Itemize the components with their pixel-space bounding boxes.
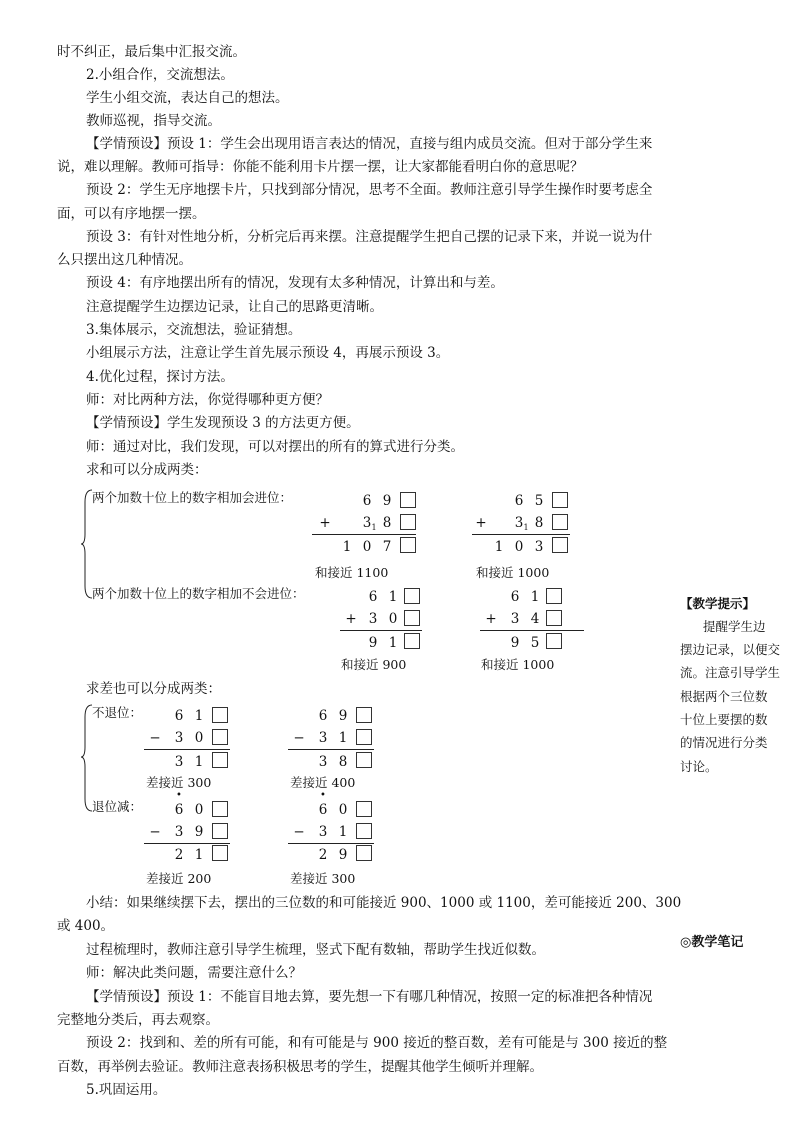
answer-box [552, 514, 568, 530]
diff-example-1 [142, 705, 234, 775]
answer-box [212, 752, 228, 768]
text-line: 预设 3：有针对性地分析，分析完后再来摆。注意提醒学生把自己摆的记录下来，并说一说为什 [86, 229, 653, 245]
answer-box [400, 492, 416, 508]
digit: 9 [368, 635, 378, 651]
diff-case1-label: 不退位： [92, 705, 143, 720]
carry-mark: 1 [371, 523, 377, 532]
sum-example-3 [338, 586, 428, 656]
text-line: 说，难以理解。教师可指导：你能不能利用卡片摆一摆，让大家都能看明白你的意思呢？ [57, 159, 584, 175]
digit: 8 [534, 515, 544, 531]
digit: 6 [174, 708, 184, 724]
teaching-tip-line: 提醒学生边 [703, 619, 766, 634]
sum-case2-label: 两个加数十位上的数字相加不会进位： [92, 586, 305, 601]
minus-sign: − [293, 824, 305, 840]
digit: 0 [388, 611, 398, 627]
step-heading: 4.优化过程，探讨方法。 [86, 369, 234, 385]
digit: 9 [338, 708, 348, 724]
digit: 6 [174, 802, 184, 818]
step-heading: 3.集体展示，交流想法，验证猜想。 [86, 322, 302, 338]
digit: 3 [174, 824, 184, 840]
digit: 8 [382, 515, 392, 531]
digit: 5 [530, 635, 540, 651]
caption: 和接近 1000 [476, 565, 550, 580]
digit: 6 [318, 708, 328, 724]
teaching-tip-line: 讨论。 [680, 759, 718, 774]
text-line: 求差也可以分成两类： [86, 681, 221, 697]
teaching-tip-line: 摆边记录，以便交 [680, 642, 781, 657]
answer-box [212, 801, 228, 817]
digit: 0 [194, 802, 204, 818]
text-line: 过程梳理时，教师注意引导学生梳理，竖式下配有数轴，帮助学生找近似数。 [86, 942, 545, 958]
answer-box [212, 707, 228, 723]
diff-example-4 [286, 790, 378, 865]
step-heading: 5.巩固运用。 [86, 1082, 167, 1098]
answer-box [400, 514, 416, 530]
text-line: 小组展示方法，注意让学生首先展示预设 4，再展示预设 3。 [86, 345, 450, 361]
digit: 3 [318, 754, 328, 770]
text-line: 么只摆出这几种情况。 [57, 252, 192, 268]
answer-box [552, 537, 568, 553]
teaching-tip-line: 的情况进行分类 [680, 735, 768, 750]
plus-sign: + [345, 611, 357, 627]
borrow-dot: • [176, 790, 182, 801]
diff-case2-label: 退位减： [92, 799, 143, 814]
digit: 1 [388, 635, 398, 651]
digit: 2 [174, 847, 184, 863]
digit: 1 [194, 847, 204, 863]
digit: 6 [510, 589, 520, 605]
text-line: 求和可以分成两类： [86, 462, 208, 478]
text-line: 师：对比两种方法，你觉得哪种更方便？ [86, 392, 329, 408]
answer-box [400, 537, 416, 553]
caption: 和接近 900 [341, 657, 407, 672]
answer-box [356, 823, 372, 839]
digit: 6 [368, 589, 378, 605]
diff-example-2 [286, 705, 378, 775]
teaching-tip-line: 十位上要摆的数 [680, 712, 768, 727]
digit: 1 [194, 754, 204, 770]
plus-sign: + [319, 515, 331, 531]
plus-sign: + [475, 515, 487, 531]
digit: 2 [318, 847, 328, 863]
digit: 3 [174, 730, 184, 746]
text-line: 完整地分类后，再去观察。 [57, 1012, 219, 1028]
minus-sign: − [293, 730, 305, 746]
answer-box [356, 707, 372, 723]
caption: 差接近 300 [146, 775, 212, 790]
digit: 3 [318, 730, 328, 746]
caption: 差接近 200 [146, 871, 212, 886]
digit: 3 [514, 515, 524, 531]
digit: 9 [510, 635, 520, 651]
teaching-notes-title: ◎教学笔记 [680, 935, 744, 950]
digit: 6 [362, 493, 372, 509]
minus-sign: − [149, 730, 161, 746]
digit: 9 [194, 824, 204, 840]
answer-box [546, 610, 562, 626]
answer-box [404, 588, 420, 604]
carry-mark: 1 [523, 523, 529, 532]
digit: 3 [174, 754, 184, 770]
caption: 和接近 1000 [481, 657, 555, 672]
digit: 0 [362, 539, 372, 555]
plus-sign: + [485, 611, 497, 627]
digit: 1 [338, 824, 348, 840]
digit: 9 [382, 493, 392, 509]
text-line: 师：通过对比，我们发现，可以对摆出的所有的算式进行分类。 [86, 439, 464, 455]
answer-box [212, 845, 228, 861]
text-line: 【学情预设】学生发现预设 3 的方法更方便。 [86, 415, 360, 431]
digit: 6 [514, 493, 524, 509]
text-line: 学生小组交流，表达自己的想法。 [86, 90, 289, 106]
digit: 4 [530, 611, 540, 627]
digit: 5 [534, 493, 544, 509]
answer-box [404, 633, 420, 649]
answer-box [356, 801, 372, 817]
text-line: 预设 2：找到和、差的所有可能，和有可能是与 900 接近的整百数，差有可能是与 300 接近的整 [86, 1035, 668, 1051]
digit: 0 [514, 539, 524, 555]
answer-box [546, 588, 562, 604]
teaching-tip-title: 【教学提示】 [680, 596, 756, 611]
answer-box [212, 729, 228, 745]
borrow-dot: • [320, 790, 326, 801]
digit: 3 [362, 515, 372, 531]
digit: 9 [338, 847, 348, 863]
digit: 0 [338, 802, 348, 818]
digit: 6 [318, 802, 328, 818]
text-line: 面，可以有序地摆一摆。 [57, 206, 206, 222]
teaching-tip-line: 流。注意引导学生 [680, 665, 781, 680]
text-line: 预设 4：有序地摆出所有的情况，发现有太多种情况，计算出和与差。 [86, 275, 504, 291]
digit: 1 [494, 539, 504, 555]
text-line: 时不纠正，最后集中汇报交流。 [57, 44, 246, 60]
digit: 8 [338, 754, 348, 770]
text-line: 【学情预设】预设 1：不能盲目地去算，要先想一下有哪几种情况，按照一定的标准把各种情况 [86, 989, 653, 1005]
caption: 差接近 300 [290, 871, 356, 886]
digit: 1 [388, 589, 398, 605]
digit: 0 [194, 730, 204, 746]
teaching-tip-line: 根据两个三位数 [680, 689, 768, 704]
digit: 7 [382, 539, 392, 555]
text-line: 【学情预设】预设 1：学生会出现用语言表达的情况，直接与组内成员交流。但对于部分学生来 [86, 136, 653, 152]
text-line: 注意提醒学生边摆边记录，让自己的思路更清晰。 [86, 299, 383, 315]
step-heading: 2.小组合作，交流想法。 [86, 67, 234, 83]
answer-box [356, 752, 372, 768]
answer-box [546, 633, 562, 649]
text-line: 或 400。 [57, 918, 115, 934]
text-line: 小结：如果继续摆下去，摆出的三位数的和可能接近 900、1000 或 1100，差可能接近 200、300 [86, 895, 682, 911]
digit: 3 [368, 611, 378, 627]
answer-box [552, 492, 568, 508]
text-line: 师：解决此类问题，需要注意什么？ [86, 965, 302, 981]
digit: 3 [534, 539, 544, 555]
caption: 和接近 1100 [315, 565, 389, 580]
text-line: 百数，再举例去验证。教师注意表扬积极思考的学生，提醒其他学生倾听并理解。 [57, 1059, 543, 1075]
answer-box [212, 823, 228, 839]
sum-example-4 [480, 586, 590, 656]
answer-box [404, 610, 420, 626]
digit: 3 [510, 611, 520, 627]
digit: 3 [318, 824, 328, 840]
digit: 1 [194, 708, 204, 724]
caption: 差接近 400 [290, 775, 356, 790]
sum-case1-label: 两个加数十位上的数字相加会进位： [92, 490, 293, 505]
answer-box [356, 845, 372, 861]
answer-box [356, 729, 372, 745]
digit: 1 [530, 589, 540, 605]
digit: 1 [338, 730, 348, 746]
minus-sign: − [149, 824, 161, 840]
diff-example-3 [142, 790, 234, 865]
text-line: 预设 2：学生无序地摆卡片，只找到部分情况，思考不全面。教师注意引导学生操作时要考虑全 [86, 182, 653, 198]
digit: 1 [342, 539, 352, 555]
text-line: 教师巡视，指导交流。 [86, 113, 221, 129]
